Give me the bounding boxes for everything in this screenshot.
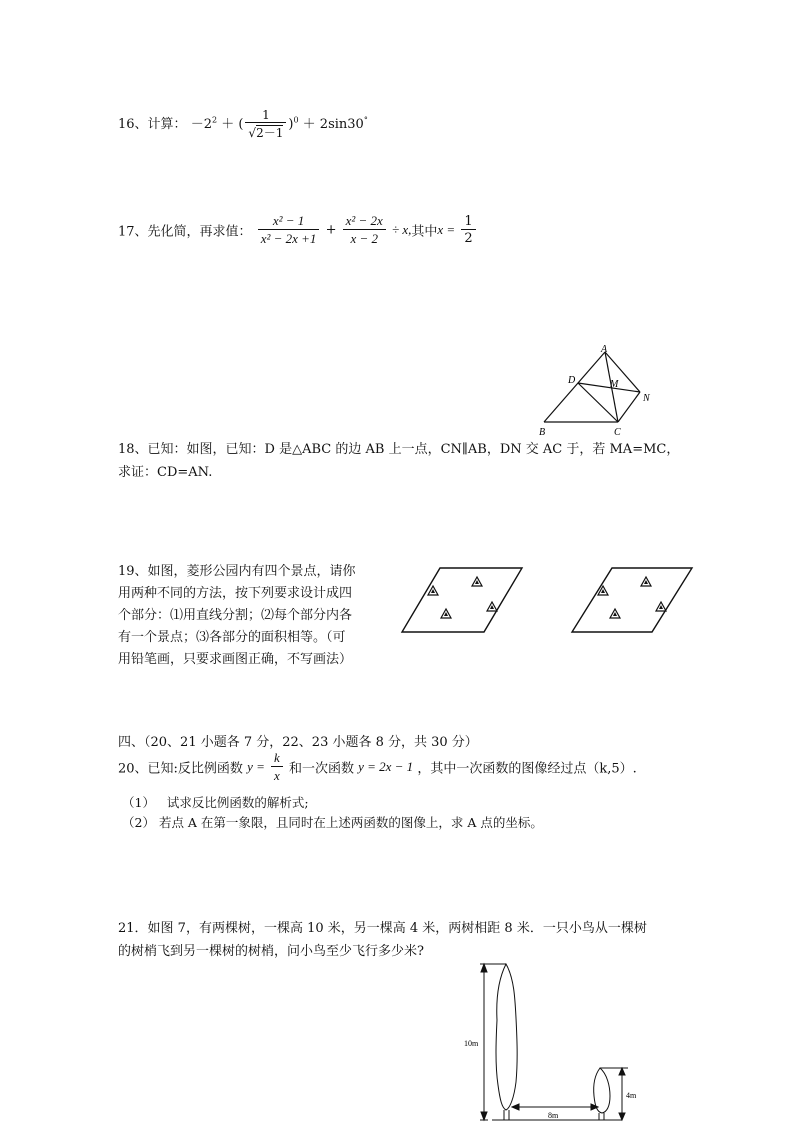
question-19 — [118, 561, 356, 671]
scenic-spot-icon — [641, 577, 651, 586]
scenic-spot-icon — [441, 609, 451, 618]
q20-k-over-x — [271, 750, 283, 784]
q19-line: 有一个景点；⑶各部分的面积相等。（可 — [118, 630, 346, 645]
q16-radicand: 2－1 — [256, 126, 284, 140]
scenic-spot-icon — [487, 602, 497, 611]
scenic-spot-icon — [428, 586, 438, 595]
question-18-line-1: 18、已知：如图，已知：D 是△ABC 的边 AB 上一点，CN∥AB，DN 交 AC 于，若 MA=MC， — [118, 442, 680, 457]
q18-triangle-figure — [530, 342, 660, 440]
q16-prefix: 16、计算： — [118, 117, 187, 132]
q20-sub1-text: 试求反比例函数的解析式; — [166, 795, 309, 810]
q20-prefix: 20、已知:反比例函数 — [118, 761, 243, 777]
q17-fraction-2 — [343, 213, 386, 247]
q20-linear: y = 2x − 1 — [358, 759, 414, 774]
q17-prefix: 17、先化简，再求值： — [118, 224, 252, 240]
q17-frac1-num: x² − 1 — [272, 213, 305, 228]
label-D: D — [568, 375, 576, 386]
q16-frac-den — [245, 122, 286, 141]
q16-plus-open: ＋ ( — [221, 117, 244, 132]
q17-plus: + — [325, 222, 337, 238]
q20-x: x — [271, 766, 283, 784]
label-A: A — [601, 344, 608, 355]
q20-mid: 和一次函数 — [288, 761, 354, 777]
q20-sub2-number: （2） — [122, 815, 155, 830]
scenic-spot-icon — [472, 577, 482, 586]
q17-x-eq: x = — [437, 222, 456, 237]
q16-exp0: 0 — [293, 115, 299, 125]
q16-exponent: 2 — [211, 115, 218, 125]
q20-suffix: ，其中一次函数的图像经过点（k,5）. — [417, 761, 637, 777]
label-8m: 8m — [548, 1111, 559, 1120]
sqrt-icon: √ — [248, 126, 257, 140]
q16-degree: ° — [363, 115, 368, 125]
label-N: N — [643, 393, 650, 404]
label-B: B — [539, 427, 546, 438]
label-M: M — [610, 379, 619, 390]
q20-k: k — [274, 750, 280, 765]
rhombus-park-figure-1 — [400, 566, 524, 634]
q17-half-num: 1 — [464, 214, 473, 229]
q16-frac-num: 1 — [262, 108, 270, 122]
rhombus-park-figure-2 — [570, 566, 694, 634]
q17-div-x: ÷ x, — [391, 222, 412, 237]
q17-frac2-num: x² − 2x — [345, 213, 383, 228]
section-4-heading: 四、（20、21 小题各 7 分，22、23 小题各 8 分，共 30 分） — [118, 735, 478, 750]
question-17 — [118, 213, 478, 247]
scenic-spot-icon — [610, 609, 620, 618]
q20-sub-1 — [122, 793, 309, 811]
q16-sin-term: ＋ 2sin30 — [302, 117, 364, 132]
q17-fraction-1 — [258, 213, 320, 247]
q19-line: 用铅笔画，只要求画图正确，不写画法） — [118, 652, 353, 667]
q17-frac1-den: x² − 2x +1 — [258, 229, 320, 247]
question-18-line-2: 求证：CD=AN. — [118, 465, 213, 480]
q16-close: ) — [288, 117, 294, 132]
q19-line: 19、如图，菱形公园内有四个景点，请你 — [118, 564, 356, 579]
scenic-spot-icon — [656, 602, 666, 611]
question-16 — [118, 108, 368, 141]
q17-where: 其中 — [411, 224, 438, 240]
question-21-line-2: 的树梢飞到另一棵树的树梢，问小鸟至少飞行多少米? — [118, 944, 424, 959]
q20-sub2-text: 若点 A 在第一象限，且同时在上述两函数的图像上，求 A 点的坐标。 — [158, 815, 543, 830]
q17-half — [461, 214, 475, 246]
q20-sub-2 — [122, 813, 543, 831]
label-C: C — [614, 427, 621, 438]
q20-sub1-number: （1） — [122, 795, 155, 810]
q16-term1: －2 — [190, 117, 212, 132]
question-20 — [118, 750, 637, 784]
q19-line: 个部分：⑴用直线分割；⑵每个部分内各 — [118, 608, 353, 623]
q20-y-eq: y = — [247, 759, 265, 774]
two-trees-figure — [462, 960, 648, 1122]
q17-frac2-den: x − 2 — [343, 229, 386, 247]
q17-half-den: 2 — [461, 229, 475, 246]
label-4m: 4m — [626, 1091, 637, 1100]
q16-fraction — [245, 108, 286, 141]
question-21-line-1: 21．如图 7，有两棵树，一棵高 10 米，另一棵高 4 米，两树相距 8 米．一只小鸟从一棵树 — [118, 921, 647, 936]
q19-line: 用两种不同的方法，按下列要求设计成四 — [118, 586, 353, 601]
label-10m: 10m — [464, 1039, 479, 1048]
